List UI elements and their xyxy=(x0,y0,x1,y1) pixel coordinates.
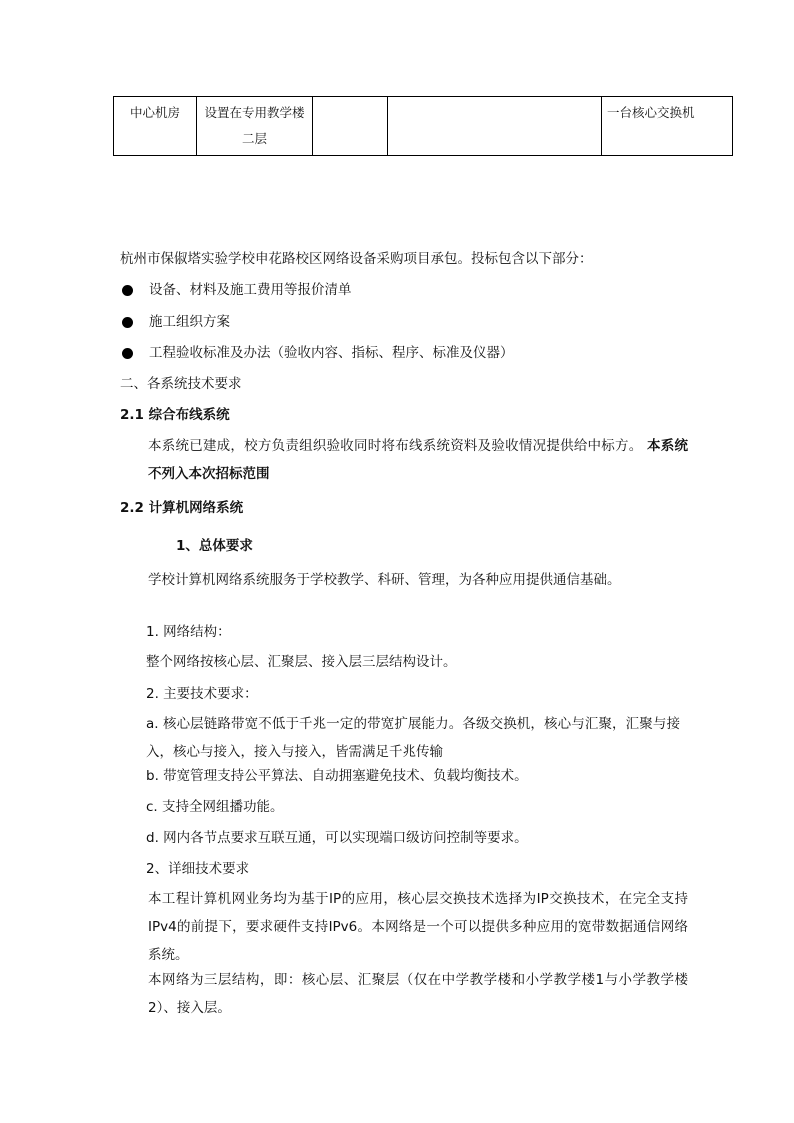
bullet-item xyxy=(120,339,680,367)
table-cell-placement: 设置在专用教学楼二层 xyxy=(197,97,313,156)
req-d-text: d. 网内各节点要求互联互通，可以实现端口级访问控制等要求。 xyxy=(146,830,528,846)
detail-heading: 2、详细技术要求 xyxy=(146,861,250,877)
bullet-icon xyxy=(122,285,133,296)
overall-paragraph: 学校计算机网络系统服务于学校教学、科研、管理，为各种应用提供通信基础。 xyxy=(148,572,621,588)
bullet-text: 设备、材料及施工费用等报价清单 xyxy=(149,282,352,298)
table-row xyxy=(114,97,733,156)
overall-heading: 1、总体要求 xyxy=(176,538,253,554)
net-struct-text: 整个网络按核心层、汇聚层、接入层三层结构设计。 xyxy=(146,654,457,670)
bullet-item xyxy=(120,308,680,336)
equipment-table xyxy=(113,96,733,156)
subsection-heading: 2.2 计算机网络系统 xyxy=(120,500,244,516)
intro-paragraph: 杭州市保俶塔实验学校申花路校区网络设备采购项目承包。投标包含以下部分： xyxy=(120,251,593,267)
s21-text: 本系统已建成，校方负责组织验收同时将布线系统资料及验收情况提供给中标方。 xyxy=(148,438,643,454)
table-cell-empty-1 xyxy=(313,97,388,156)
req-a-text: a. 核心层链路带宽不低于千兆一定的带宽扩展能力。各级交换机，核心与汇聚，汇聚与接入，核心与接入，接入与接入，皆需满足千兆传输 xyxy=(146,716,680,760)
req-b-text: b. 带宽管理支持公平算法、自动拥塞避免技术、负载均衡技术。 xyxy=(146,768,528,784)
detail-paragraph-2: 本网络为三层结构，即：核心层、汇聚层（仅在中学教学楼和小学教学楼1与小学教学楼2）、接入层。 xyxy=(148,972,688,1016)
bullet-item xyxy=(120,276,680,304)
req-c-text: c. 支持全网组播功能。 xyxy=(146,799,284,815)
detail-paragraph-1: 本工程计算机网业务均为基于IP的应用，核心层交换技术选择为IP交换技术，在完全支持IPv4的前提下，要求硬件支持IPv6。本网络是一个可以提供多种应用的宽带数据通信网络系统。 xyxy=(148,891,688,963)
table-cell-equipment: 一台核心交换机 xyxy=(602,97,733,156)
net-struct-heading: 1. 网络结构： xyxy=(146,624,231,640)
main-req-heading: 2. 主要技术要求： xyxy=(146,686,258,702)
s21-paragraph xyxy=(120,432,688,488)
bullet-text: 施工组织方案 xyxy=(149,314,230,330)
table-cell-empty-2 xyxy=(388,97,602,156)
bullet-text: 工程验收标准及办法（验收内容、指标、程序、标准及仪器） xyxy=(149,345,514,361)
subsection-heading: 2.1 综合布线系统 xyxy=(120,407,230,423)
bullet-icon xyxy=(122,317,133,328)
s21-text-bold: 本系统不列入本次招标范围 xyxy=(148,438,689,482)
table-cell-location: 中心机房 xyxy=(114,97,197,156)
section-heading: 二、各系统技术要求 xyxy=(120,376,242,392)
bullet-icon xyxy=(122,348,133,359)
